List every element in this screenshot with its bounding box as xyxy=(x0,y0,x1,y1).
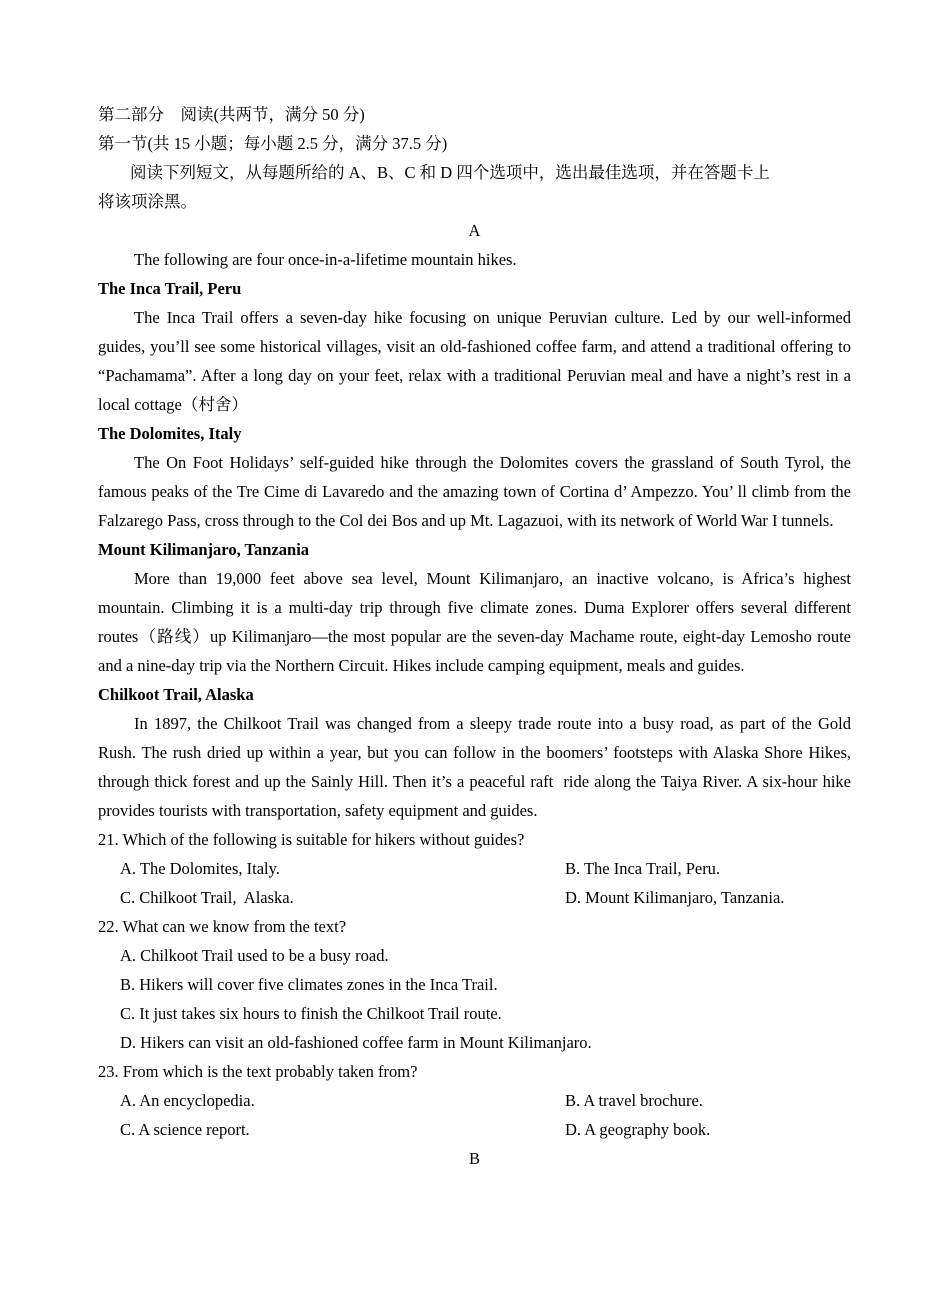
question-21-option-b[interactable]: B. The Inca Trail, Peru. xyxy=(565,859,721,878)
question-23-option-b[interactable]: B. A travel brochure. xyxy=(565,1091,703,1110)
question-23-stem: 23. From which is the text probably taken from? xyxy=(98,1062,418,1081)
question-22-stem: 22. What can we know from the text? xyxy=(98,917,347,936)
question-21-options-row-2 xyxy=(98,883,851,912)
section-body-kilimanjaro: More than 19,000 feet above sea level, Mount Kilimanjaro, an inactive volcano, is Africa’s highest mountain. Climbing it is a multi-day trip through five climate zones. Duma Explorer offers several different routes（路线）up Kilimanjaro—the most popular are the seven-day Machame route, eight-day Lemosho route and a nine-day trip via the Northern Circuit. Hikes include camping equipment, meals and guides. xyxy=(98,569,856,675)
question-21-option-a[interactable]: A. The Dolomites, Italy. xyxy=(120,859,280,878)
question-23-option-d[interactable]: D. A geography book. xyxy=(565,1120,711,1139)
question-21-options-row-1 xyxy=(98,854,851,883)
question-23-option-c[interactable]: C. A science report. xyxy=(120,1120,250,1139)
section-body-inca-trail: The Inca Trail offers a seven-day hike focusing on unique Peruvian culture. Led by our well-informed guides, you’ll see some historical villages, visit an old-fashioned coffee farm, and attend a traditional offering to “Pachamama”. After a long day on your feet, relax with a traditional Peruvian meal and have a night’s rest in a local cottage（村舍） xyxy=(98,308,860,414)
question-21-option-c[interactable]: C. Chilkoot Trail, Alaska. xyxy=(120,888,294,907)
exam-section-heading: 第一节(共 15 小题；每小题 2.5 分，满分 37.5 分) xyxy=(98,134,448,153)
page-content xyxy=(98,100,860,1173)
question-23-options-row-1 xyxy=(98,1086,851,1115)
section-body-dolomites: The On Foot Holidays’ self-guided hike through the Dolomites covers the grassland of South Tyrol, the famous peaks of the Tre Cime di Lavaredo and the amazing town of Cortina d’ Ampezzo. You’ ll climb from the Falzarego Pass, cross through to the Col dei Bos and up Mt. Lagazuoi, with its network of World War I tunnels. xyxy=(98,453,856,530)
question-23-option-a[interactable]: A. An encyclopedia. xyxy=(120,1091,255,1110)
question-22-option-a[interactable]: A. Chilkoot Trail used to be a busy road. xyxy=(120,946,389,965)
section-title-dolomites: The Dolomites, Italy xyxy=(98,424,242,443)
section-title-kilimanjaro: Mount Kilimanjaro, Tanzania xyxy=(98,540,310,559)
passage-label-a: A xyxy=(468,221,481,240)
question-22-option-c[interactable]: C. It just takes six hours to finish the Chilkoot Trail route. xyxy=(120,1004,502,1023)
section-body-chilkoot-trail: In 1897, the Chilkoot Trail was changed from a sleepy trade route into a busy road, as part of the Gold Rush. The rush dried up within a year, but you can follow in the boomers’ footsteps with Alaska Shore Hikes, through thick forest and up the Sainly Hill. Then it’s a peaceful raft ride along the Taiya River. A six-hour hike provides tourists with transportation, safety equipment and guides. xyxy=(98,714,856,820)
section-title-chilkoot-trail: Chilkoot Trail, Alaska xyxy=(98,685,254,704)
passage-label-b: B xyxy=(468,1149,480,1168)
question-22-option-d[interactable]: D. Hikers can visit an old-fashioned coffee farm in Mount Kilimanjaro. xyxy=(120,1033,592,1052)
question-22-option-b[interactable]: B. Hikers will cover five climates zones in the Inca Trail. xyxy=(120,975,498,994)
exam-instruction-line-1: 阅读下列短文，从每题所给的 A、B、C 和 D 四个选项中，选出最佳选项，并在答题卡上 xyxy=(130,163,770,182)
question-21-option-d[interactable]: D. Mount Kilimanjaro, Tanzania. xyxy=(565,888,785,907)
section-title-inca-trail: The Inca Trail, Peru xyxy=(98,279,242,298)
question-23-options-row-2 xyxy=(98,1115,851,1144)
question-21-stem: 21. Which of the following is suitable for hikers without guides? xyxy=(98,830,525,849)
passage-intro: The following are four once-in-a-lifetime mountain hikes. xyxy=(134,250,517,269)
exam-part-heading: 第二部分 阅读(共两节，满分 50 分) xyxy=(98,105,365,124)
exam-instruction-line-2: 将该项涂黑。 xyxy=(98,192,197,211)
